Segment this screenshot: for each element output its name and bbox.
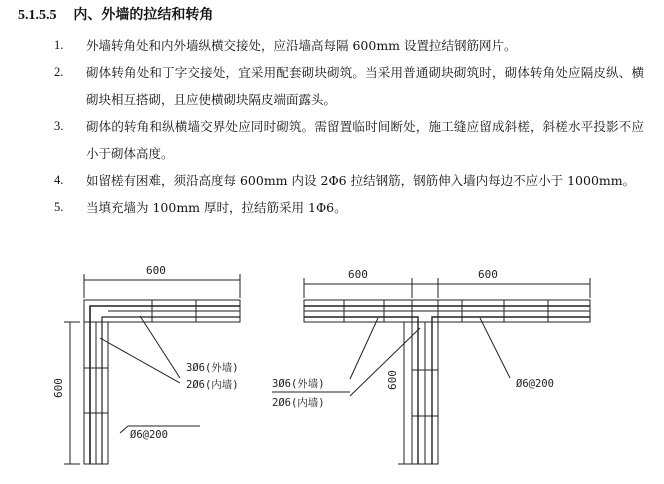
- list-item-text: 砌体转角处和丁字交接处，宜采用配套砌块砌筑。当采用普通砌块砌筑时，砌体转角处应隔皮纵、横砌块相互搭砌，且应使横砌块隔皮端面露头。: [86, 65, 644, 107]
- list-item-index: 4.: [54, 173, 64, 187]
- label-inner: 2Ø6(内墙): [272, 397, 325, 409]
- list-item-index: 1.: [54, 38, 64, 52]
- leader-line: [480, 318, 510, 378]
- list-item-index: 3.: [54, 119, 64, 133]
- dim-side-label: 600: [52, 378, 65, 398]
- leader-line: [140, 316, 180, 378]
- list-item-text: 如留槎有困难，须沿高度每 600mm 内设 2Φ6 拉结钢筋，钢筋伸入墙内每边不应小于 1000mm。: [86, 173, 636, 188]
- section-heading: [18, 4, 213, 24]
- list-item: [54, 113, 644, 167]
- list-item: [54, 194, 644, 221]
- wall-tie-figure: [0, 258, 664, 480]
- leader-line: [120, 426, 128, 433]
- list-item-index: 5.: [54, 200, 64, 214]
- tie-rebar: [304, 317, 418, 464]
- label-tie: Ø6@200: [516, 378, 554, 390]
- leader-line: [350, 318, 378, 379]
- list-item-index: 2.: [54, 65, 64, 79]
- section-number: 5.1.5.5: [18, 8, 57, 23]
- label-inner: 2Ø6(内墙): [186, 379, 239, 391]
- tie-rebar: [432, 317, 590, 464]
- label-tie: Ø6@200: [130, 429, 168, 441]
- list-item: [54, 32, 644, 59]
- leader-line: [350, 328, 420, 396]
- list-item-text: 当填充墙为 100mm 厚时，拉结筋采用 1Φ6。: [86, 200, 347, 215]
- label-outer: 3Ø6(外墙): [272, 378, 325, 390]
- list-item: [54, 167, 644, 194]
- dim-top-label: 600: [146, 264, 166, 277]
- list-item: [54, 59, 644, 113]
- leader-line: [100, 338, 180, 383]
- dim-top-left-label: 600: [348, 268, 368, 281]
- requirements-list: [54, 32, 644, 221]
- dim-side-label: 600: [386, 370, 399, 390]
- label-outer: 3Ø6(外墙): [186, 362, 239, 374]
- section-title: 内、外墙的拉结和转角: [73, 7, 214, 23]
- tjunction-wall-diagram: [304, 278, 590, 464]
- list-item-text: 外墙转角处和内外墙纵横交接处，应沿墙高每隔 600mm 设置拉结钢筋网片。: [86, 38, 517, 53]
- list-item-text: 砌体的转角和纵横墙交界处应同时砌筑。需留置临时间断处，施工缝应留成斜槎，斜槎水平投影不应小于砌体高度。: [86, 119, 644, 161]
- dim-top-right-label: 600: [478, 268, 498, 281]
